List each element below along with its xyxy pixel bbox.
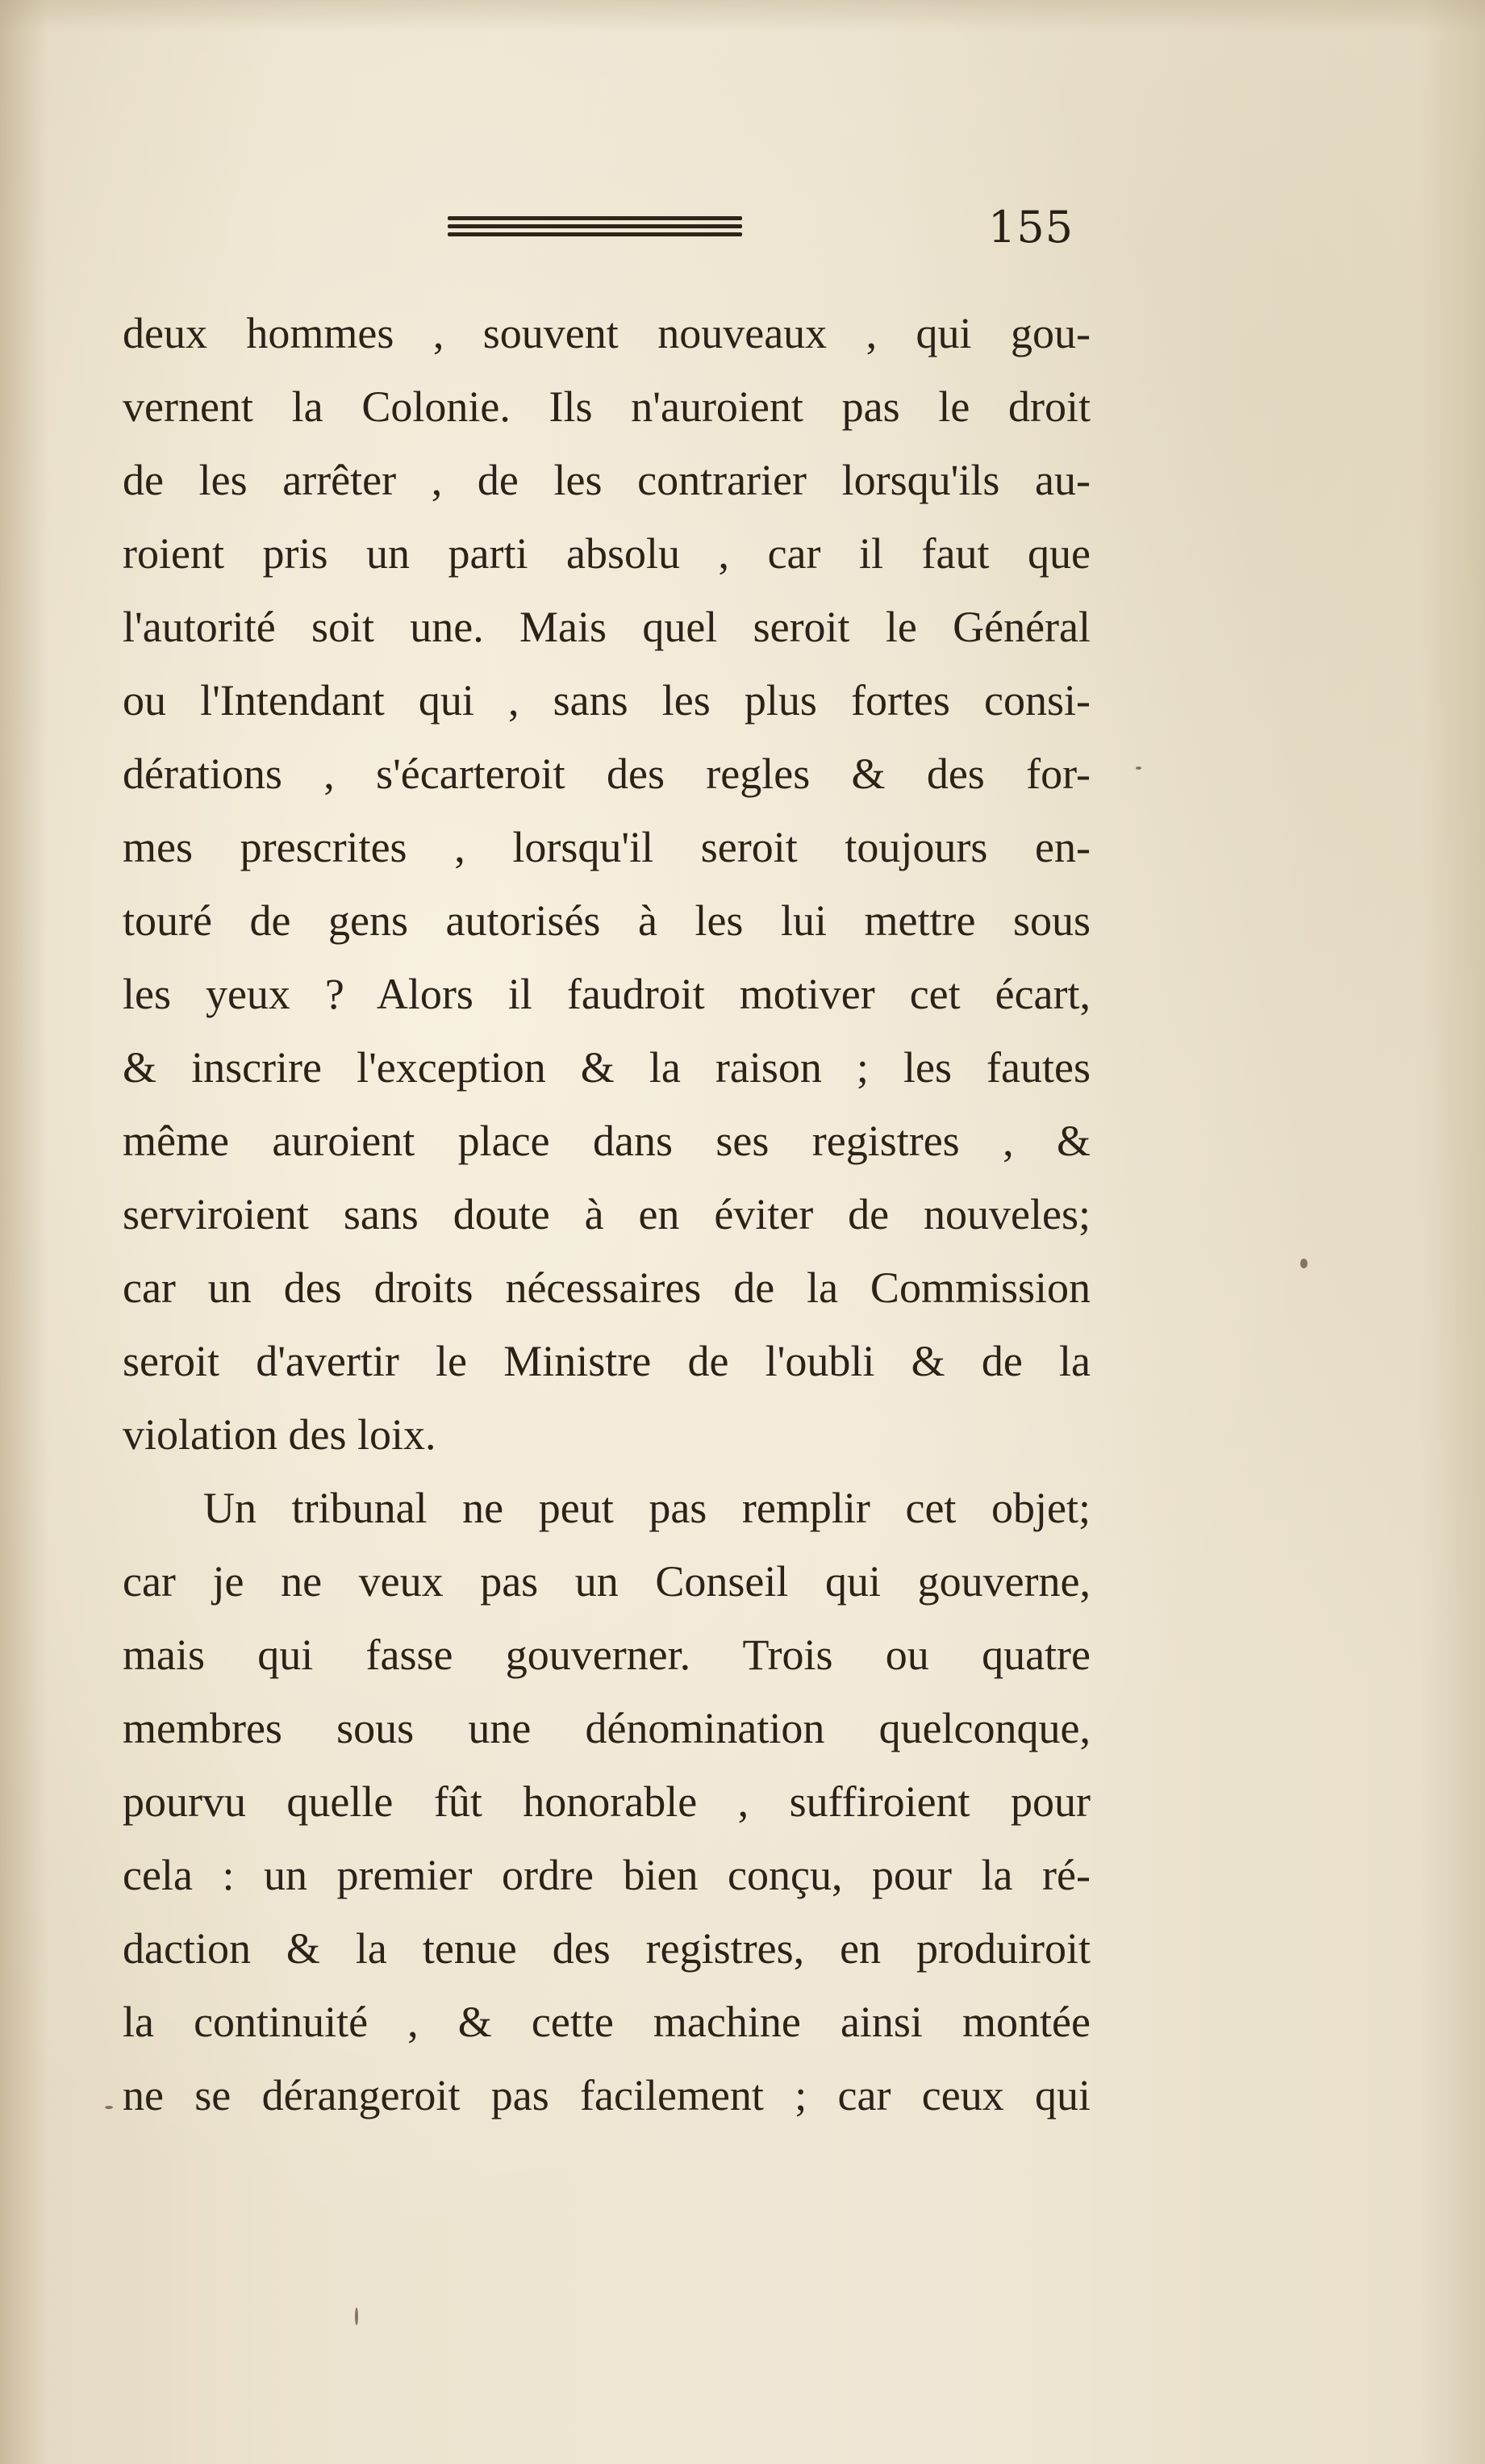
text-line: roient pris un parti absolu , car il faut que: [123, 529, 1091, 578]
text-line: même auroient place dans ses registres , &: [123, 1117, 1091, 1165]
text-line: car je ne veux pas un Conseil qui gouverne,: [123, 1557, 1091, 1606]
body-text: [123, 297, 1091, 2132]
page-number: 155: [988, 202, 1074, 253]
paper-speck: [355, 2307, 358, 2325]
header-double-rule: [448, 216, 742, 240]
text-line: & inscrire l'exception & la raison ; les fautes: [123, 1043, 1091, 1092]
text-line: vernent la Colonie. Ils n'auroient pas le droit: [123, 382, 1091, 431]
text-line: mes prescrites , lorsqu'il seroit toujours en-: [123, 823, 1091, 871]
text-line: dérations , s'écarteroit des regles & des for-: [123, 750, 1091, 798]
text-line: seroit d'avertir le Ministre de l'oubli & de la: [123, 1337, 1091, 1385]
text-line: ou l'Intendant qui , sans les plus fortes consi-: [123, 676, 1091, 725]
gutter-shadow: [0, 0, 48, 2464]
text-line: daction & la tenue des registres, en produiroit: [123, 1924, 1091, 1973]
text-line: deux hommes , souvent nouveaux , qui gou-: [123, 309, 1091, 357]
text-line-paragraph-end: violation des loix.: [123, 1410, 436, 1459]
header-rule-line: [448, 224, 742, 228]
text-line: touré de gens autorisés à les lui mettre sous: [123, 896, 1091, 945]
text-line: les yeux ? Alors il faudroit motiver cet écart,: [123, 970, 1091, 1018]
page-top-shadow: [0, 0, 1485, 32]
paper-speck: [105, 2106, 113, 2109]
text-line: car un des droits nécessaires de la Commission: [123, 1263, 1091, 1312]
text-line: l'autorité soit une. Mais quel seroit le Général: [123, 603, 1091, 651]
text-line: de les arrêter , de les contrarier lorsqu'ils au-: [123, 456, 1091, 504]
header-rule-line: [448, 216, 742, 220]
text-line-paragraph-start: Un tribunal ne peut pas remplir cet objet;: [203, 1484, 1091, 1532]
text-line: mais qui fasse gouverner. Trois ou quatre: [123, 1631, 1091, 1679]
text-line: membres sous une dénomination quelconque,: [123, 1704, 1091, 1752]
header-rule-line: [448, 232, 742, 236]
text-line: la continuité , & cette machine ainsi montée: [123, 1998, 1091, 2046]
text-line: cela : un premier ordre bien conçu, pour la ré-: [123, 1851, 1091, 1899]
page-edge-shadow: [1420, 0, 1485, 2464]
text-line: pourvu quelle fût honorable , suffiroient pour: [123, 1777, 1091, 1826]
paper-speck: [1300, 1259, 1308, 1268]
text-line: ne se dérangeroit pas facilement ; car ceux qui: [123, 2071, 1091, 2119]
paper-speck: [1136, 766, 1141, 770]
text-line: serviroient sans doute à en éviter de nouveles;: [123, 1190, 1091, 1238]
